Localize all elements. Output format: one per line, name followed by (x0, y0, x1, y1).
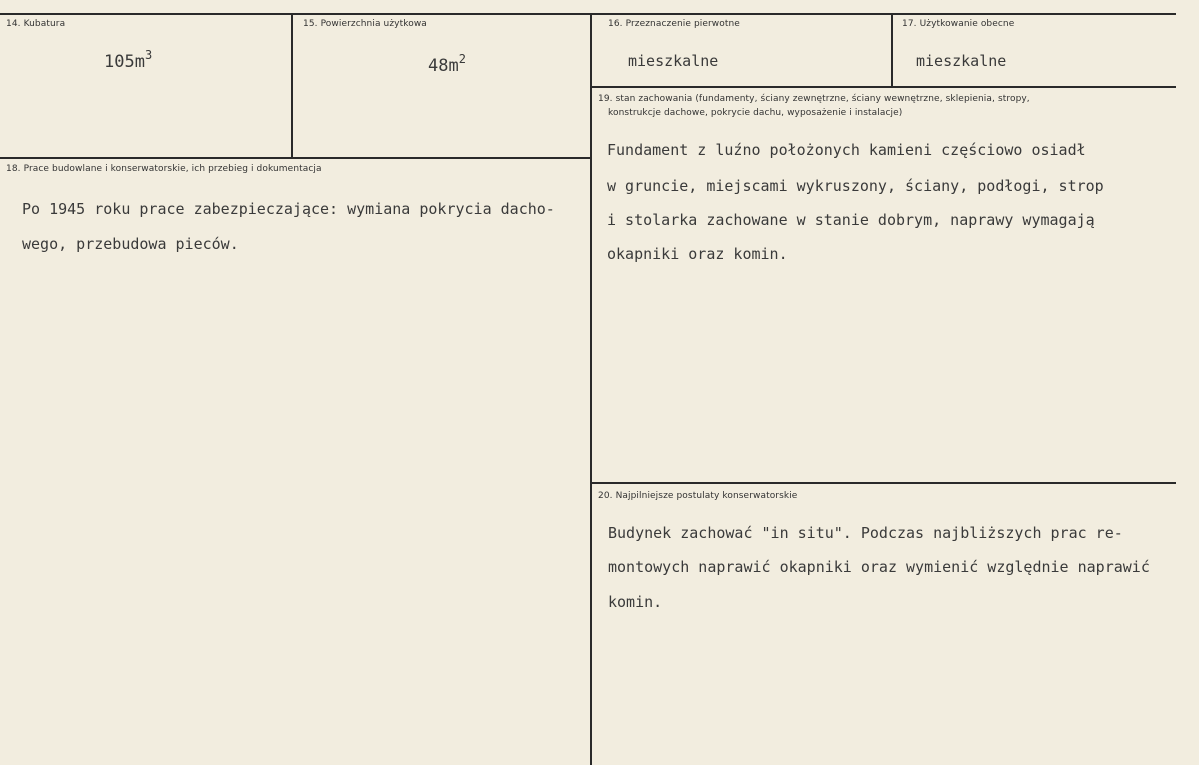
postulaty-label: 20. Najpilniejsze postulaty konserwatorskie (598, 491, 798, 501)
uzytkowanie-value: mieszkalne (916, 52, 1007, 70)
postulaty-line-1: Budynek zachować "in situ". Podczas najbliższych prac re- (608, 524, 1123, 542)
divider-col-16-17 (891, 13, 893, 87)
postulaty-line-3: komin. (608, 593, 663, 611)
powierzchnia-value (428, 52, 466, 76)
divider-section19-20 (592, 482, 1176, 484)
postulaty-line-2: montowych naprawić okapniki oraz wymienić względnie naprawić (608, 558, 1150, 576)
przeznaczenie-value: mieszkalne (628, 52, 719, 70)
kubatura-label: 14. Kubatura (6, 19, 66, 29)
stan-zachowania-label-line-1: 19. stan zachowania (fundamenty, ściany zewnętrzne, ściany wewnętrzne, sklepienia, stropy, (598, 94, 1030, 104)
stan-zachowania-line-4: okapniki oraz komin. (607, 245, 788, 263)
stan-zachowania-line-2: w gruncie, miejscami wykruszony, ściany, podłogi, strop (607, 177, 1104, 195)
prace-budowlane-line-2: wego, przebudowa pieców. (22, 235, 239, 253)
powierzchnia-number: 48m (428, 56, 459, 76)
prace-budowlane-line-1: Po 1945 roku prace zabezpieczające: wymiana pokrycia dacho- (22, 200, 555, 218)
kubatura-number: 105m (104, 52, 145, 72)
prace-budowlane-label: 18. Prace budowlane i konserwatorskie, ich przebieg i dokumentacja (6, 164, 322, 174)
top-border-line (0, 13, 1176, 15)
stan-zachowania-line-3: i stolarka zachowane w stanie dobrym, naprawy wymagają (607, 211, 1095, 229)
divider-row1-right (592, 86, 1176, 88)
stan-zachowania-label-line-2: konstrukcje dachowe, pokrycie dachu, wyposażenie i instalacje) (608, 108, 903, 118)
powierzchnia-label: 15. Powierzchnia użytkowa (303, 19, 427, 29)
divider-row1-left (0, 157, 592, 159)
kubatura-value (104, 48, 152, 72)
divider-col-main (590, 13, 592, 765)
powierzchnia-exponent: 2 (458, 52, 466, 66)
divider-col-14-15 (291, 13, 293, 159)
stan-zachowania-line-1: Fundament z luźno położonych kamieni częściowo osiadł (607, 141, 1086, 159)
uzytkowanie-label: 17. Użytkowanie obecne (902, 19, 1015, 29)
kubatura-exponent: 3 (144, 48, 153, 62)
przeznaczenie-label: 16. Przeznaczenie pierwotne (608, 19, 740, 29)
